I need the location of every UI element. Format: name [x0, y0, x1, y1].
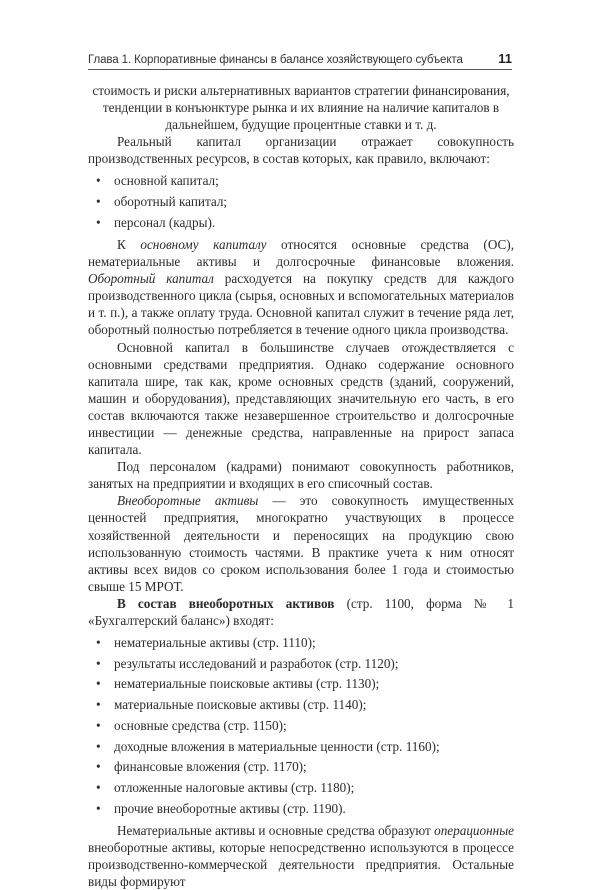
header-rule	[88, 69, 512, 70]
paragraph-fixed-assets: Основной капитал в большинстве случаев отождествляется с основными средствами предприятия. Однако содержание основного капитала шире, так как, кроме основных средств (зданий, сооружений, машин и оборудования), представляющих значительную его часть, в его состав включаются также незавершенное строительство и долгосрочные инвестиции — денежные средства, направленные на прирост запаса капитала.	[88, 339, 514, 458]
paragraph-fixed-capital: К основному капиталу относятся основные средства (ОС), нематериальные активы и долгосрочные финансовые вложения. Оборотный капитал расходуется на покупку средств для каждого производственного цикла (сырья, основных и вспомогательных материалов и т. п.), а также оплату труда. Основной капитал служит в течение ряда лет, оборотный полностью потребляется в течение одного цикла производства.	[88, 236, 514, 338]
list-item: • нематериальные активы (стр. 1110);	[88, 634, 514, 651]
list-item: • прочие внеоборотные активы (стр. 1190).	[88, 800, 514, 817]
list-item: • материальные поисковые активы (стр. 1140);	[88, 696, 514, 713]
paragraph-personnel: Под персоналом (кадрами) понимают совокупность работников, занятых на предприятии и входящих в его списочный состав.	[88, 459, 514, 492]
term-working-capital: Оборотный капитал	[88, 271, 214, 287]
paragraph-composition: В состав внеоборотных активов (стр. 1100, форма № 1 «Бухгалтерский баланс») входят:	[88, 595, 514, 628]
paragraph-noncurrent-assets: Внеоборотные активы — это совокупность имущественных ценностей предприятия, многократно участвующих в процессе хозяйственной деятельности и переносящих на продукцию свою использованную стоимость частями. В практике учета к ним относят активы всех видов со сроком использования более 1 года и стоимостью свыше 15 МРОТ.	[88, 493, 514, 594]
term-composition: В состав внеоборотных активов	[117, 595, 335, 611]
page-number: 11	[498, 51, 512, 66]
paragraph-real-capital: Реальный капитал организации отражает совокупность производственных ресурсов, в состав которых, как правило, включают:	[88, 134, 514, 167]
list-item: • результаты исследований и разработок (стр. 1120);	[88, 655, 514, 672]
list-item: • финансовые вложения (стр. 1170);	[88, 758, 514, 775]
running-header	[88, 46, 512, 66]
paragraph-operating-assets: Нематериальные активы и основные средства образуют операционные внеоборотные активы, которые непосредственно используются в процессе производственно-коммерческой деятельности предприятия. Остальные виды формируют	[88, 822, 514, 889]
paragraph-continuation: стоимость и риски альтернативных вариантов стратегии финансирования, тенденции в конъюнктуре рынка и их влияние на наличие капиталов в дальнейшем, будущие процентные ставки и т. д.	[92, 83, 510, 133]
list-item: • отложенные налоговые активы (стр. 1180);	[88, 779, 514, 796]
chapter-title: Глава 1. Корпоративные финансы в балансе хозяйствующего субъекта	[88, 54, 463, 66]
list-item: • основной капитал;	[88, 172, 514, 189]
term-operating: операционные	[434, 822, 514, 838]
page-body	[88, 82, 514, 890]
list-item: • оборотный капитал;	[88, 193, 514, 210]
noncurrent-assets-list	[88, 634, 514, 817]
capital-list	[88, 172, 514, 230]
list-item: • доходные вложения в материальные ценности (стр. 1160);	[88, 738, 514, 755]
list-item: • нематериальные поисковые активы (стр. 1130);	[88, 675, 514, 692]
list-item: • основные средства (стр. 1150);	[88, 717, 514, 734]
term-noncurrent-assets: Внеоборотные активы	[117, 493, 259, 509]
term-fixed-capital: основному капиталу	[140, 236, 267, 252]
list-item: • персонал (кадры).	[88, 214, 514, 231]
